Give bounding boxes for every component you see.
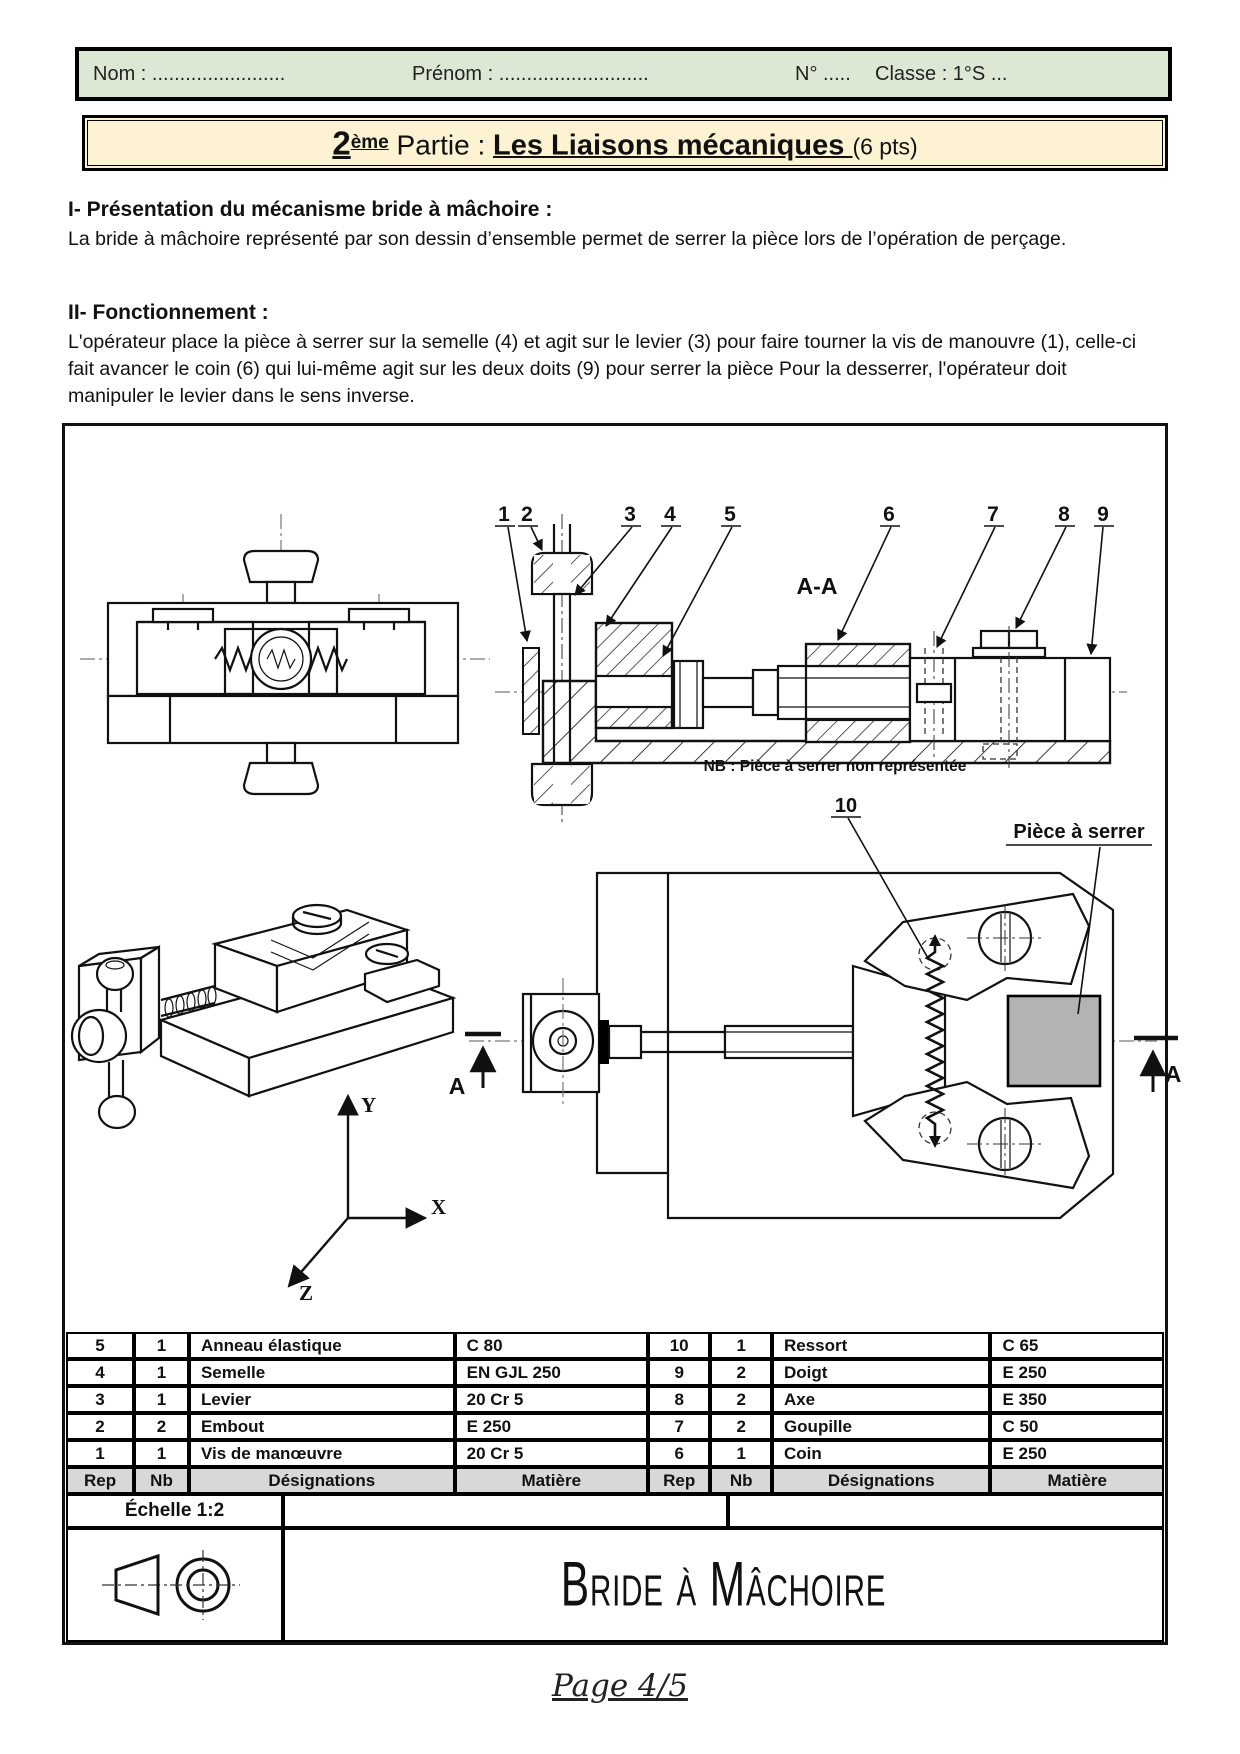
- collar: [674, 661, 703, 728]
- section1-heading: I- Présentation du mécanisme bride à mâchoire :: [68, 198, 553, 221]
- section2-heading: II- Fonctionnement :: [68, 301, 269, 324]
- table-cell: 1: [134, 1386, 189, 1413]
- part-label-3: 3: [624, 503, 636, 526]
- part-label-7: 7: [987, 503, 999, 526]
- table-cell: E 250: [455, 1413, 648, 1440]
- screw-head-left: [153, 609, 213, 622]
- table-cell: C 65: [990, 1332, 1164, 1359]
- table-cell: Semelle: [189, 1359, 455, 1386]
- table-cell: E 250: [990, 1440, 1164, 1467]
- axis-z-label: Z: [299, 1281, 314, 1305]
- handle-knob-bottom-iso: [99, 1096, 135, 1128]
- projection-symbol-cell: [66, 1528, 283, 1642]
- page-number: Page 4/5: [552, 1668, 688, 1704]
- nom-label: Nom : ........................: [93, 63, 286, 85]
- table-cell: 2: [710, 1359, 771, 1386]
- table-cell: 6: [648, 1440, 711, 1467]
- table-cell: Coin: [772, 1440, 991, 1467]
- piece-a-serrer: [1008, 996, 1100, 1086]
- part-label-6: 6: [883, 503, 895, 526]
- numero-label: N° .....: [795, 63, 851, 85]
- lever-knob-top: [244, 551, 318, 582]
- table-cell: EN GJL 250: [455, 1359, 648, 1386]
- parts-table: [66, 1332, 1164, 1494]
- table-cell: Anneau élastique: [189, 1332, 455, 1359]
- table-cell: 20 Cr 5: [455, 1386, 648, 1413]
- balloon-10-label: 10: [834, 795, 858, 817]
- table-cell: 2: [710, 1413, 771, 1440]
- assembly-drawing: [65, 426, 1182, 1332]
- part-label-4: 4: [664, 503, 676, 526]
- table-cell: 7: [648, 1413, 711, 1440]
- coin-section-top: [806, 644, 910, 666]
- part-label-8: 8: [1058, 503, 1070, 526]
- table-cell: Doigt: [772, 1359, 991, 1386]
- table-cell: 2: [134, 1413, 189, 1440]
- banner-partie: Partie :: [388, 129, 494, 161]
- table-header-matiere2: Matière: [990, 1467, 1164, 1494]
- drawing-title: Bride à Mâchoire: [560, 1549, 887, 1621]
- coordinate-axes: [289, 1093, 446, 1305]
- table-cell: Ressort: [772, 1332, 991, 1359]
- anneau-elastique-section: [523, 648, 539, 734]
- goupille-section: [917, 684, 951, 702]
- classe-label: Classe : 1°S ...: [875, 63, 1008, 85]
- top-view: [449, 795, 1182, 1218]
- table-header-nb: Nb: [134, 1467, 189, 1494]
- nb-note: NB : Pièce à serrer non représentée: [703, 758, 967, 775]
- part-banner-text: [87, 120, 1163, 166]
- table-cell: E 250: [990, 1359, 1164, 1386]
- part-label-2: 2: [521, 503, 533, 526]
- table-cell: 4: [66, 1359, 134, 1386]
- table-cell: 1: [710, 1440, 771, 1467]
- title-block: [66, 1528, 1164, 1642]
- isometric-view: [72, 905, 453, 1128]
- table-header-rep2: Rep: [648, 1467, 711, 1494]
- table-cell: E 350: [990, 1386, 1164, 1413]
- bearing-block: [523, 994, 599, 1092]
- scale-label: Échelle 1:2: [66, 1494, 283, 1528]
- table-cell: 1: [134, 1440, 189, 1467]
- part-label-5: 5: [724, 503, 736, 526]
- screw-head-right: [349, 609, 409, 622]
- first-angle-projection-icon: [100, 1548, 250, 1622]
- table-header-matiere: Matière: [455, 1467, 648, 1494]
- banner-ordinal-sup: ème: [350, 132, 389, 153]
- table-cell: C 50: [990, 1413, 1164, 1440]
- table-cell: 1: [66, 1440, 134, 1467]
- drawing-title-cell: [283, 1528, 1164, 1642]
- table-cell: 1: [134, 1332, 189, 1359]
- table-cell: 9: [648, 1359, 711, 1386]
- drawing-frame: [62, 423, 1182, 1645]
- section2-body: L'opérateur place la pièce à serrer sur la semelle (4) et agit sur le levier (3) pour faire tourner la vis de manouvre (1), celle-ci fait avancer le coin (6) qui lui-même agit sur les deux doits (9) pour serrer la pièce Pour la desserrer, l'opérateur doit manipuler le levier dans le sens inverse.: [68, 331, 1137, 407]
- banner-title: Les Liaisons mécaniques: [493, 129, 853, 162]
- cut-letter-left: A: [448, 1073, 466, 1099]
- lever-knob-bottom: [244, 763, 318, 794]
- table-cell: 8: [648, 1386, 711, 1413]
- table-cell: 1: [710, 1332, 771, 1359]
- part-label-1: 1: [498, 503, 510, 526]
- part-label-9: 9: [1097, 503, 1109, 526]
- table-header-designations2: Désignations: [772, 1467, 991, 1494]
- scale-row-spacer-2: [728, 1494, 1164, 1528]
- table-cell: Levier: [189, 1386, 455, 1413]
- front-view: [80, 514, 490, 794]
- table-cell: 2: [710, 1386, 771, 1413]
- piece-a-serrer-label: Pièce à serrer: [1013, 821, 1145, 843]
- scale-row-spacer-1: [283, 1494, 728, 1528]
- table-cell: C 80: [455, 1332, 648, 1359]
- coin-section-bottom: [806, 720, 910, 742]
- section1-body: La bride à mâchoire représenté par son dessin d’ensemble permet de serrer la pièce lors de l’opération de perçage.: [68, 228, 1067, 250]
- cut-letter-right: A: [1164, 1061, 1182, 1087]
- section-view: [495, 514, 1127, 822]
- table-cell: Goupille: [772, 1413, 991, 1440]
- section-aa-label: A-A: [796, 573, 838, 599]
- part-banner: [82, 115, 1168, 171]
- table-header-designations: Désignations: [189, 1467, 455, 1494]
- banner-points: (6 pts): [852, 133, 918, 160]
- axis-x-label: X: [431, 1195, 447, 1219]
- student-id-box: [75, 47, 1172, 101]
- prenom-label: Prénom : ...........................: [412, 63, 649, 85]
- cut-arrow-left: [449, 1034, 501, 1099]
- table-cell: 1: [134, 1359, 189, 1386]
- table-cell: Embout: [189, 1413, 455, 1440]
- table-header-rep: Rep: [66, 1467, 134, 1494]
- banner-ordinal: 2: [332, 124, 351, 162]
- base-outline: [108, 696, 458, 743]
- table-cell: 5: [66, 1332, 134, 1359]
- cut-arrow-right: [1134, 1038, 1181, 1092]
- handle-knob-top-iso: [97, 958, 133, 990]
- table-cell: 10: [648, 1332, 711, 1359]
- table-cell: Vis de manœuvre: [189, 1440, 455, 1467]
- table-cell: 20 Cr 5: [455, 1440, 648, 1467]
- table-cell: 2: [66, 1413, 134, 1440]
- axis-y-label: Y: [361, 1093, 377, 1117]
- part-number-labels: [495, 503, 1114, 526]
- table-cell: 3: [66, 1386, 134, 1413]
- scale-row: [66, 1494, 1164, 1528]
- table-cell: Axe: [772, 1386, 991, 1413]
- table-header-nb2: Nb: [710, 1467, 771, 1494]
